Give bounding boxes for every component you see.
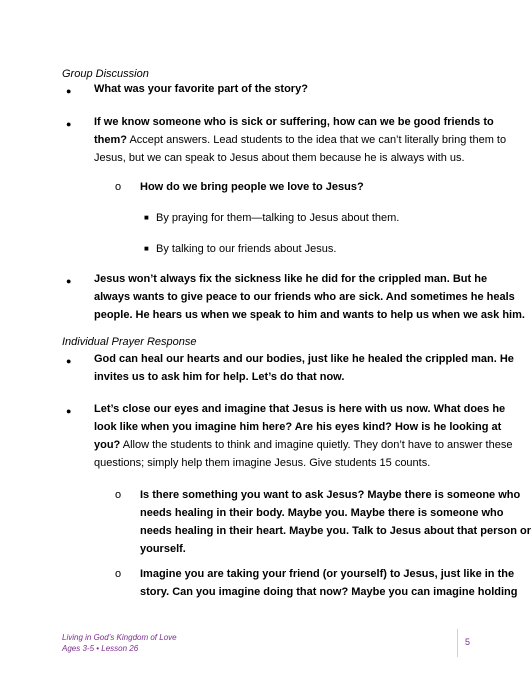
prayer-close-eyes-l2: look like when you imagine him here? Are his eyes kind? How is he looking at xyxy=(94,421,502,433)
prayer-close-eyes-l3 xyxy=(94,436,512,455)
prompt-ask-jesus-l2: needs healing in their body. Maybe you. Maybe there is someone who xyxy=(140,507,504,519)
section-heading-prayer-response: Individual Prayer Response xyxy=(62,336,197,348)
prompt-ask-jesus-l4: yourself. xyxy=(140,543,186,555)
prayer-close-eyes-l1: Let’s close our eyes and imagine that Jesus is here with us now. What does he xyxy=(94,403,506,415)
question-favorite-part: What was your favorite part of the story? xyxy=(94,83,308,95)
question-good-friends-instructions: Accept answers. Lead students to the idea that we can’t literally bring them to xyxy=(127,134,507,146)
question-good-friends-line1: If we know someone who is sick or suffering, how can we be good friends to xyxy=(94,116,494,128)
sub-question-bring-people: How do we bring people we love to Jesus? xyxy=(140,181,364,193)
prayer-god-can-heal-l1: God can heal our hearts and our bodies, just like he healed the crippled man. He xyxy=(94,353,514,365)
bullet-dot: ● xyxy=(66,406,72,416)
bullet-dot: ● xyxy=(66,276,72,286)
statement-jesus-wont-always-l2: always wants to give peace to our friends who are sick. And sometimes he heals xyxy=(94,291,515,303)
statement-jesus-wont-always-l1: Jesus won’t always fix the sickness like he did for the crippled man. But he xyxy=(94,273,488,285)
square-bullet: ■ xyxy=(144,244,149,253)
answer-talking-to-friends: By talking to our friends about Jesus. xyxy=(156,243,337,255)
answer-praying: By praying for them—talking to Jesus about them. xyxy=(156,212,400,224)
prompt-ask-jesus-l3: needs healing in their heart. Maybe you. Talk to Jesus about that person or xyxy=(140,525,531,537)
prayer-close-eyes-instructions: Allow the students to think and imagine quietly. They don’t have to answer these xyxy=(120,439,513,451)
bullet-dot: ● xyxy=(66,119,72,129)
sub-bullet-o: o xyxy=(115,489,122,501)
footer-curriculum-title: Living in God’s Kingdom of Love xyxy=(62,633,177,642)
page-number: 5 xyxy=(465,637,471,647)
prayer-god-can-heal-l2: invites us to ask him for help. Let’s do that now. xyxy=(94,371,345,383)
question-good-friends-bold: them? xyxy=(94,134,127,146)
statement-jesus-wont-always-l3: people. He hears us when we speak to him and wants to help us when we ask him. xyxy=(94,309,525,321)
section-heading-group-discussion: Group Discussion xyxy=(62,68,149,80)
bullet-dot: ● xyxy=(66,86,72,96)
question-good-friends-line3: Jesus, but we can speak to Jesus about them because he is always with us. xyxy=(94,152,465,164)
prayer-close-eyes-bold: you? xyxy=(94,439,121,451)
prompt-ask-jesus-l1: Is there something you want to ask Jesus? Maybe there is someone who xyxy=(140,489,521,501)
sub-bullet-o: o xyxy=(115,181,122,193)
bullet-dot: ● xyxy=(66,356,72,366)
square-bullet: ■ xyxy=(144,213,149,222)
footer-age-lesson: Ages 3-5 • Lesson 26 xyxy=(62,644,139,653)
sub-bullet-o: o xyxy=(115,568,122,580)
question-good-friends-line2 xyxy=(94,131,506,150)
prayer-close-eyes-l4: questions; simply help them imagine Jesus. Give students 15 counts. xyxy=(94,457,431,469)
prompt-imagine-l1: Imagine you are taking your friend (or yourself) to Jesus, just like in the xyxy=(140,568,515,580)
footer-divider xyxy=(457,629,458,657)
prompt-imagine-l2: story. Can you imagine doing that now? Maybe you can imagine holding xyxy=(140,586,518,598)
